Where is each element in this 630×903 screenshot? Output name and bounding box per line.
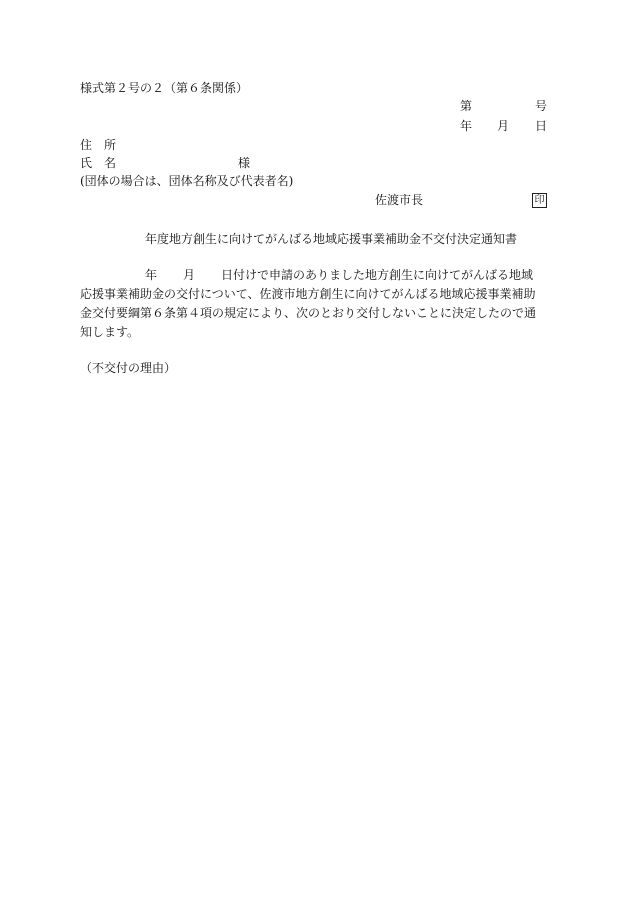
date-day-label: 日 <box>535 119 548 133</box>
issuer-title: 佐渡市長 <box>375 193 424 207</box>
honorific: 様 <box>238 156 251 170</box>
reason-label: （不交付の理由） <box>80 361 177 375</box>
document-title: 年度地方創生に向けてがんばる地域応援事業補助金不交付決定通知書 <box>145 232 518 246</box>
group-note: (団体の場合は、団体名称及び代表者名) <box>80 174 294 188</box>
number-prefix: 第 <box>460 99 473 113</box>
date-year-label: 年 <box>460 119 473 133</box>
body-month: 月 <box>183 268 196 282</box>
body-line-1: 日付けで申請のありました地方創生に向けてがんばる地域 <box>221 268 534 282</box>
name-label: 氏 名 <box>80 156 117 170</box>
body-line-4: 知します。 <box>80 325 140 339</box>
form-label: 様式第２号の２（第６条関係） <box>80 81 249 95</box>
body-line-2: 応援事業補助金の交付について、佐渡市地方創生に向けてがんばる地域応援事業補助 <box>80 287 536 301</box>
body-year: 年 <box>145 268 158 282</box>
number-suffix: 号 <box>535 99 548 113</box>
address-label: 住 所 <box>80 138 117 152</box>
date-month-label: 月 <box>497 119 510 133</box>
seal-mark: 印 <box>532 193 547 208</box>
body-line-3: 金交付要綱第６条第４項の規定により、次のとおり交付しないことに決定したので通 <box>80 306 537 320</box>
